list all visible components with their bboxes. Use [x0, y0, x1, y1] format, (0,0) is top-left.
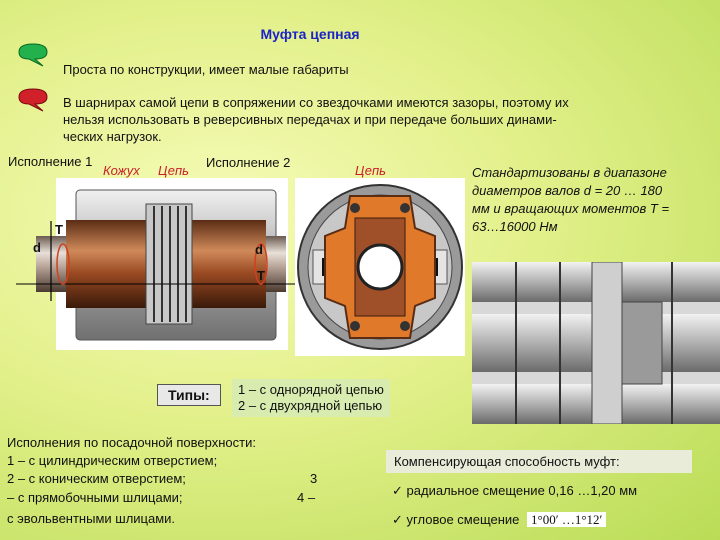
types-list	[232, 379, 390, 417]
label-d-left: d	[33, 240, 41, 255]
compensation-radial	[392, 482, 637, 499]
versions-number-3: 3	[310, 471, 318, 486]
label-tsep-left: Цепь	[158, 163, 189, 178]
versions-line-2: 1 – с цилиндрическим отверстием;	[7, 453, 218, 468]
angular-label: угловое смещение	[406, 512, 520, 527]
type-item-2: 2 – с двухрядной цепью	[238, 398, 383, 413]
spline-detail-image	[472, 262, 720, 424]
versions-line-4: – с прямобочными шлицами;	[7, 490, 183, 505]
versions-line-3: 2 – с коническим отверстием;	[7, 471, 186, 486]
label-tsep-right: Цепь	[355, 163, 386, 178]
type-item-1: 1 – с однорядной цепью	[238, 382, 384, 397]
standard-text-line-3: мм и вращающих моментов T =	[472, 201, 670, 216]
check-icon: ✓	[392, 512, 403, 527]
angular-value: 1°00′ …1°12′	[527, 512, 606, 527]
label-ispolnenie-1: Исполнение 1	[8, 154, 93, 169]
compensation-angular	[392, 511, 606, 528]
page-title: Муфта цепная	[260, 26, 360, 42]
bullet-1-text: Проста по конструкции, имеет малые габариты	[63, 62, 349, 77]
check-icon: ✓	[392, 483, 403, 498]
compensation-title: Компенсирующая способность муфт:	[386, 450, 692, 473]
label-ispolnenie-2: Исполнение 2	[206, 155, 291, 170]
coupling-cross-section-image	[295, 178, 465, 356]
versions-line-5: с эвольвентными шлицами.	[7, 511, 176, 526]
label-T-top: T	[55, 222, 63, 237]
coupling-side-view-image	[16, 176, 296, 352]
green-speech-bubble-icon	[17, 43, 49, 67]
red-speech-bubble-icon	[17, 88, 49, 112]
bullet-2-line-3: ческих нагрузок.	[63, 129, 162, 144]
label-kozhukh: Кожух	[103, 163, 140, 178]
bullet-2-line-2: нельзя использовать в реверсивных передачах и при передаче больших динами-	[63, 112, 557, 127]
standard-text-line-4: 63…16000 Нм	[472, 219, 558, 234]
versions-line-1: Исполнения по посадочной поверхности:	[7, 435, 256, 450]
standard-text-line-2: диаметров валов d = 20 … 180	[472, 183, 663, 198]
label-d-right: d	[255, 242, 263, 257]
radial-text: радиальное смещение 0,16 …1,20 мм	[406, 483, 638, 498]
standard-text-line-1: Стандартизованы в диапазоне	[472, 165, 667, 180]
types-label: Типы:	[157, 384, 221, 406]
bullet-2-line-1: В шарнирах самой цепи в сопряжении со звездочками имеются зазоры, поэтому их	[63, 95, 569, 110]
label-T-bottom: T	[257, 268, 265, 283]
versions-number-4: 4 –	[297, 490, 316, 505]
